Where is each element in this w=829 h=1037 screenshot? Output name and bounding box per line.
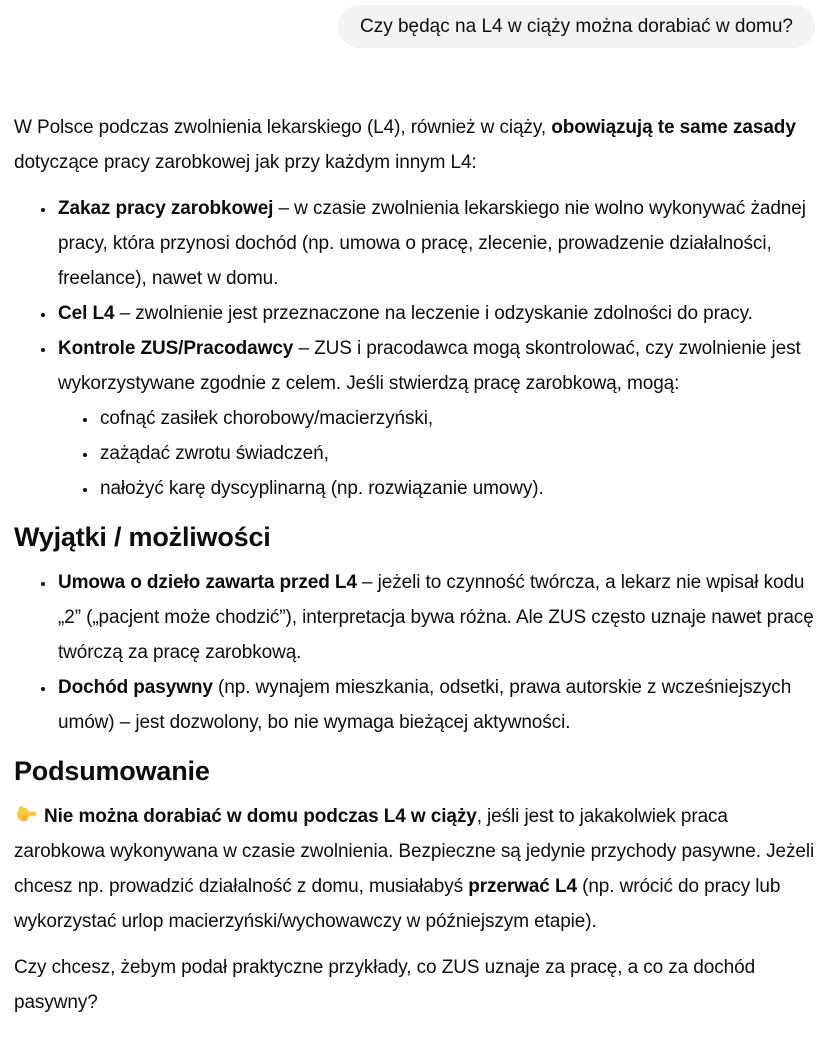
rule-text: – zwolnienie jest przeznaczone na leczenie i odzyskanie zdolności do pracy. <box>114 303 753 324</box>
intro-text-bold: obowiązują te same zasady <box>551 117 796 138</box>
rule-text: – ZUS i pracodawca mogą skontrolować, czy zwolnienie jest wykorzystywane zgodnie z celem. Jeśli stwierdzą pracę zarobkową, mogą: <box>58 338 801 394</box>
summary-text-mid: , jeśli jest to jakakolwiek praca zarobkowa wykonywana w czasie zwolnienia. Bezpieczne są jedynie przychody pasywne. Jeżeli chcesz np. prowadzić działalność z domu, musiałabyś <box>14 806 815 897</box>
rule-term: Zakaz pracy zarobkowej <box>58 198 274 219</box>
user-message-text: Czy będąc na L4 w ciąży można dorabiać w domu? <box>359 16 793 37</box>
exception-text: – jeżeli to czynność twórcza, a lekarz nie wpisał kodu „2” („pacjent może chodzić”), interpretacja bywa różna. Ale ZUS często uznaje nawet pracę twórczą za pracę zarobkową. <box>58 572 814 663</box>
summary-text-bold2: przerwać L4 <box>468 876 577 897</box>
pointing-right-emoji <box>14 802 38 826</box>
exception-text: (np. wynajem mieszkania, odsetki, prawa autorskie z wcześniejszych umów) – jest dozwolony, bo nie wymaga bieżącej aktywności. <box>58 677 792 733</box>
intro-text-pre: W Polsce podczas zwolnienia lekarskiego (L4), również w ciąży, <box>14 117 552 138</box>
rule-text: – w czasie zwolnienia lekarskiego nie wolno wykonywać żadnej pracy, która przynosi dochód (np. umowa o pracę, zlecenie, prowadzenie działalności, freelance), nawet w domu. <box>58 198 806 289</box>
user-message-row <box>14 5 815 48</box>
summary-text-bold: Nie można dorabiać w domu podczas L4 w ciąży <box>44 806 477 827</box>
list-item <box>56 331 815 506</box>
list-item <box>56 296 815 331</box>
sublist-item: • zażądać zwrotu świadczeń, <box>98 436 815 471</box>
exception-term: Dochód pasywny <box>58 677 213 698</box>
summary-text-post: (np. wrócić do pracy lub wykorzystać urlop macierzyński/wychowawczy w późniejszym etapie). <box>14 876 781 932</box>
intro-text-post: dotyczące pracy zarobkowej jak przy każdym innym L4: <box>14 152 477 173</box>
exception-term: Umowa o dzieło zawarta przed L4 <box>58 572 357 593</box>
exceptions-list <box>14 565 815 740</box>
rule-term: Cel L4 <box>58 303 115 324</box>
list-item <box>56 191 815 296</box>
section-heading-summary: Podsumowanie <box>14 756 210 786</box>
sublist-item: • cofnąć zasiłek chorobowy/macierzyński, <box>98 401 815 436</box>
closing-paragraph: Czy chcesz, żebym podał praktyczne przykłady, co ZUS uznaje za pracę, a co za dochód pasywny? <box>14 957 756 1013</box>
sublist-item: • nałożyć karę dyscyplinarną (np. rozwiązanie umowy). <box>98 471 815 506</box>
list-item <box>56 565 815 670</box>
user-message-bubble <box>338 5 815 48</box>
rules-list <box>14 191 815 506</box>
section-heading-exceptions: Wyjątki / możliwości <box>14 522 271 552</box>
assistant-message <box>14 110 815 1020</box>
summary-paragraph <box>14 799 815 939</box>
intro-paragraph <box>14 110 815 180</box>
consequences-sublist <box>58 401 815 506</box>
list-item <box>56 670 815 740</box>
rule-term: Kontrole ZUS/Pracodawcy <box>58 338 294 359</box>
